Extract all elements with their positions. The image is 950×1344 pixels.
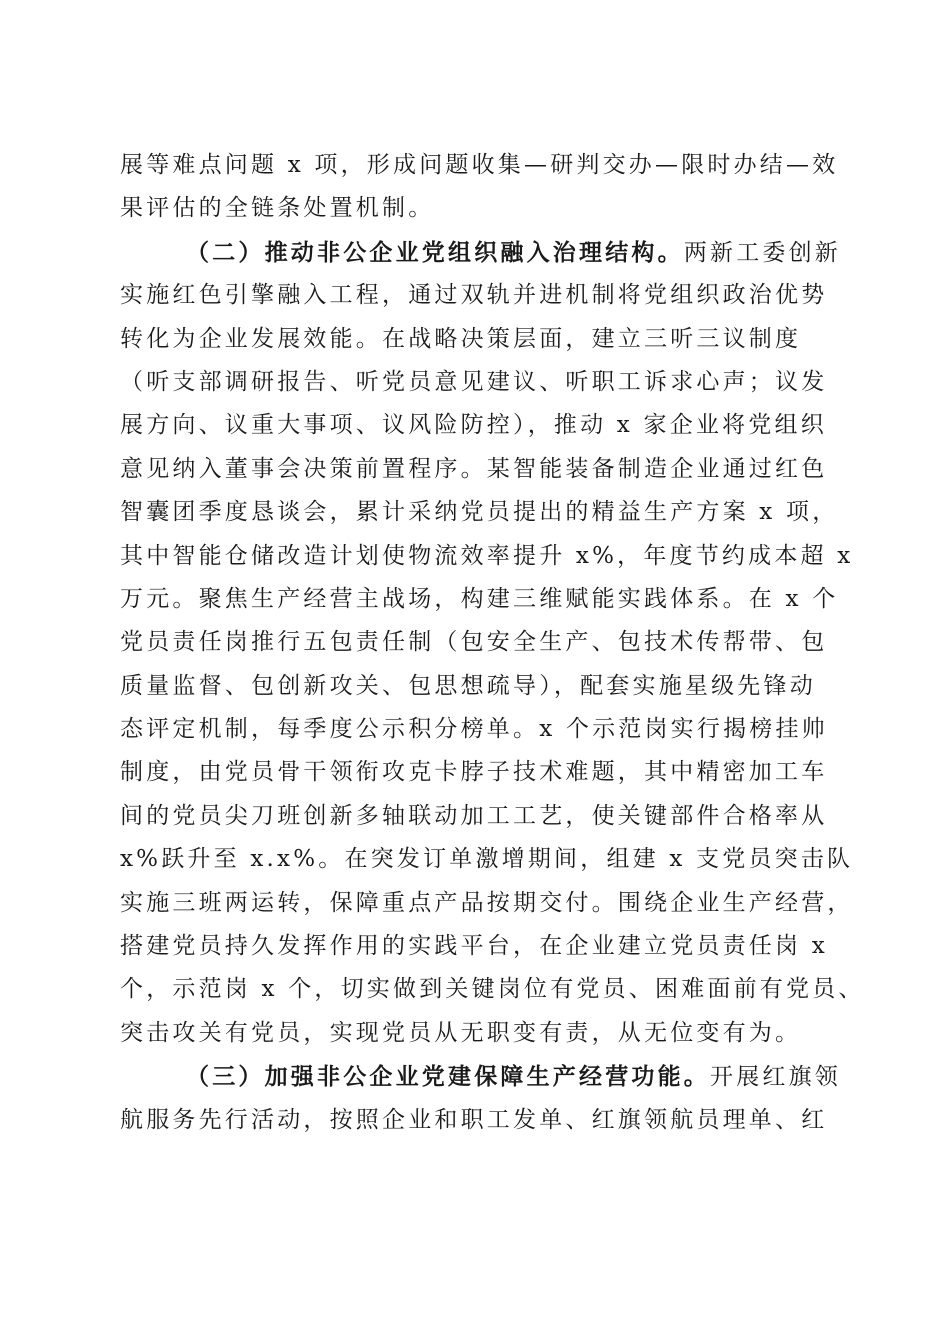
section-heading-3: （三）加强非公企业党建保障生产经营功能。 (186, 1063, 710, 1091)
body-line: 智囊团季度恳谈会，累计采纳党员提出的精益生产方案 x 项， (120, 499, 839, 526)
body-line: 党员责任岗推行五包责任制（包安全生产、包技术传帮带、包 (120, 629, 828, 656)
body-line: 航服务先行活动，按照企业和职工发单、红旗领航员理单、红 (120, 1106, 828, 1133)
body-line: 搭建党员持久发挥作用的实践平台，在企业建立党员责任岗 x (120, 933, 828, 960)
body-line: 其中智能仓储改造计划使物流效率提升 x%，年度节约成本超 x (120, 542, 854, 569)
body-line: x%跃升至 x.x%。在突发订单激增期间，组建 x 支党员突击队 (120, 846, 854, 873)
body-line: 展方向、议重大事项、议风险防控），推动 x 家企业将党组织 (120, 412, 827, 439)
document-body (120, 144, 865, 1142)
body-line: 万元。聚焦生产经营主战场，构建三维赋能实践体系。在 x 个 (120, 585, 839, 612)
body-line: 制度，由党员骨干领衔攻克卡脖子技术难题，其中精密加工车 (120, 759, 828, 786)
body-line: 质量监督、包创新攻关、包思想疏导），配套实施星级先锋动 (120, 672, 816, 699)
body-line: 态评定机制，每季度公示积分榜单。x 个示范岗实行揭榜挂帅 (120, 716, 828, 743)
body-line: 间的党员尖刀班创新多轴联动加工工艺，使关键部件合格率从 (120, 802, 828, 829)
body-line: 意见纳入董事会决策前置程序。某智能装备制造企业通过红色 (120, 455, 828, 482)
body-line: 展等难点问题 x 项，形成问题收集—研判交办—限时办结—效 (120, 152, 839, 178)
body-line: 果评估的全链条处置机制。 (120, 195, 435, 222)
body-line: 个，示范岗 x 个，切实做到关键岗位有党员、困难面前有党员、 (120, 976, 865, 1003)
section-heading-line-rest: 两新工委创新 (683, 239, 842, 266)
body-line: 实施三班两运转，保障重点产品按期交付。围绕企业生产经营， (120, 889, 854, 916)
body-line: 突击攻关有党员，实现党员从无职变有责，从无位变有为。 (120, 1019, 802, 1046)
section-heading-2: （二）推动非公企业党组织融入治理结构。 (186, 238, 684, 266)
section-heading-line (120, 1055, 841, 1098)
body-line: 转化为企业发展效能。在战略决策层面，建立三听三议制度 (120, 325, 802, 352)
section-heading-line-rest: 开展红旗领 (710, 1064, 841, 1091)
section-heading-line (120, 231, 842, 274)
body-line: （听支部调研报告、听党员意见建议、听职工诉求心声；议发 (120, 368, 828, 395)
body-line: 实施红色引擎融入工程，通过双轨并进机制将党组织政治优势 (120, 282, 828, 309)
